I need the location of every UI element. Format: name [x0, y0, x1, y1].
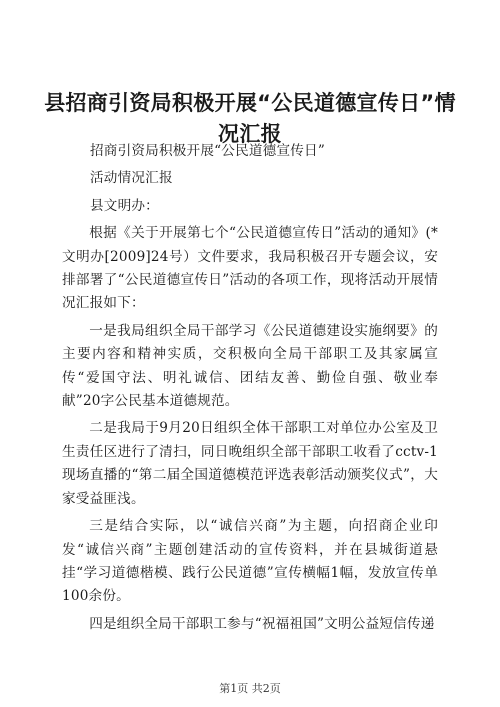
paragraph-3: 二是我局于9月20日组织全体干部职工对单位办公室及卫生责任区进行了清扫，同日晚组织全部干部职工收看了cctv-1现场直播的“第二届全国道德模范评选表彰活动颁奖仪式”，大家受益匪浅。: [62, 420, 438, 507]
subtitle-line-1: 招商引资局积极开展“公民道德宣传日”: [90, 143, 325, 159]
page-footer: 第1页 共2页: [219, 682, 281, 695]
paragraph-4: 三是结合实际，以“诚信兴商”为主题，向招商企业印发“诚信兴商”主题创建活动的宣传资料，并在县城街道悬挂“学习道德楷模、践行公民道德”宣传横幅1幅，发放宣传单100余份。: [62, 518, 438, 605]
subtitle-line-2: 活动情况汇报: [90, 170, 173, 187]
document-body: [62, 140, 438, 640]
paragraph-2: 一是我局组织全局干部学习《公民道德建设实施纲要》的主要内容和精神实质，交积极向全局干部职工及其家属宣传“爱国守法、明礼诚信、团结友善、勤俭自强、敬业奉献”20字公民基本道德规范。: [62, 322, 438, 410]
salutation: 县文明办：: [90, 197, 159, 214]
paragraph-5: 四是组织全局干部职工参与“祝福祖国”文明公益短信传递: [89, 615, 435, 632]
document-title: 县招商引资局积极开展“公民道德宣传日”情况汇报: [44, 91, 456, 146]
paragraph-1: 根据《关于开展第七个“公民道德宣传日”活动的通知》(*文明办[2009]24号）文件要求，我局积极召开专题会议，安排部署了“公民道德宣传日”活动的各项工作，现将活动开展情况汇报如下：: [62, 225, 438, 312]
